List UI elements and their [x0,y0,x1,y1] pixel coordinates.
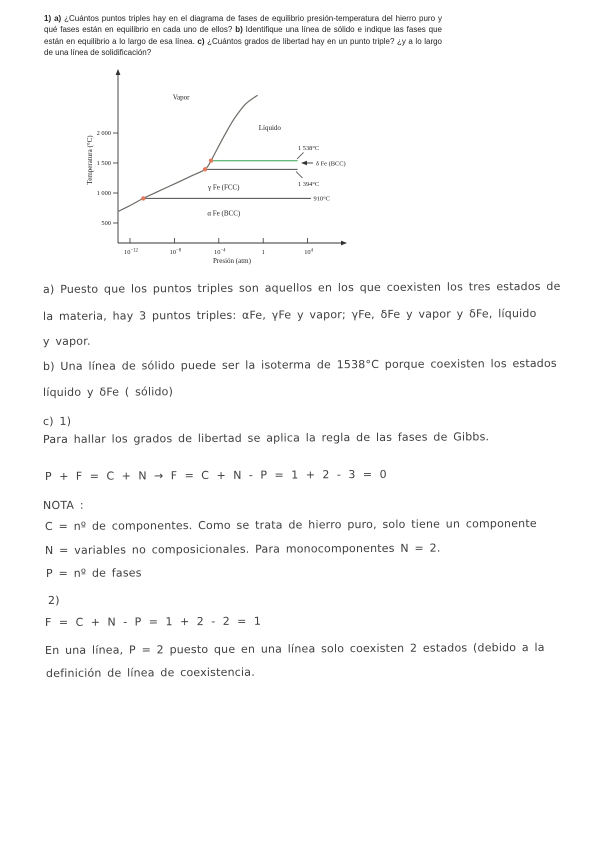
answer-line-b1: b) Una línea de sólido puede ser la isoterma de 1538°C porque coexisten los estados [43,356,557,373]
question-part-a: ¿Cuántos puntos triples hay en el diagrama de fases de equilibrio presión-temperatura del hierro puro y qué fases están en equilibrio en cada uno de ellos? [44,14,443,35]
y-tick-label: 500 [101,220,111,228]
x-tick-label: $10^{-12}$ [124,248,138,256]
answer-closing-2: definición de línea de coexistencia. [46,665,255,680]
question-part-b: Identifique una línea de sólido e indique las fases que están en equilibrio a lo largo de esa línea. [44,25,443,46]
isotherm-label: 910°C [313,195,330,203]
y-tick-label: 1 500 [96,160,111,168]
answer-formula-2: F = C + N - P = 1 + 2 - 2 = 1 [45,614,262,629]
delta-phase-label: δ Fe (BCC) [316,160,346,168]
isotherm-label: 1 538°C [298,145,320,152]
question-label-1a: 1) a) [44,14,62,23]
answer-nota-3: P = nº de fases [46,566,142,580]
question-text [44,13,442,59]
phase-diagram-chart [40,60,390,275]
x-tick-label: 1 [261,249,265,256]
region-label: Líquido [258,123,281,132]
region-label: α Fe (BCC) [207,209,241,218]
leader-line [297,153,304,160]
isotherm-label: 1 394°C [298,181,320,188]
y-tick-label: 2 000 [96,130,111,138]
x-tick-label: $10^{-8}$ [169,248,182,256]
answer-line-c1: Para hallar los grados de libertad se aplica la regla de las fases de Gibbs. [43,430,490,446]
leader-line [296,172,303,179]
answer-line-b2: líquido y δFe ( sólido) [43,385,174,399]
answer-line-a1: a) Puesto que los puntos triples son aquellos en los que coexisten los tres estados de [43,279,561,296]
x-axis-title: Presión (atm) [213,257,251,265]
answer-line-a3: y vapor. [43,334,91,348]
question-part-c: ¿Cuántos grados de libertad hay en un punto triple? ¿y a lo largo de una línea de solidificación? [44,36,443,58]
left-arrow-icon [301,161,307,165]
x-tick-label: $10^{-4}$ [214,248,226,256]
answer-formula-1: P + F = C + N → F = C + N - P = 1 + 2 - 3 = 0 [45,467,388,483]
triple-point-marker [209,159,213,163]
phase-boundary-curve [118,95,258,211]
y-axis-title: Temperatura (°C) [86,135,94,185]
answer-line-a2: la materia, hay 3 puntos triples: αFe, γFe y vapor; γFe, δFe y vapor y δFe, líquido [43,306,537,323]
y-tick-label: 1 000 [96,190,111,198]
answer-nota-1: C = nº de componentes. Como se trata de hierro puro, solo tiene un componente [45,516,537,533]
answer-closing-1: En una línea, P = 2 puesto que en una línea solo coexisten 2 estados (debido a la [45,640,545,657]
answer-part2-head: 2) [48,593,60,607]
question-label-b: b) [235,25,243,35]
triple-point-marker [141,196,145,200]
x-tick-label: $10^4$ [304,248,313,256]
x-axis-arrow-icon [341,241,347,246]
answer-line-c-head: c) 1) [43,414,72,428]
question-label-c: c) [197,36,205,46]
y-axis-arrow-icon [116,69,121,75]
answer-nota-2: N = variables no composicionales. Para monocomponentes N = 2. [45,541,441,557]
region-label: γ Fe (FCC) [208,183,240,192]
triple-point-marker [203,167,207,171]
region-label: Vapor [172,93,190,102]
answer-nota-head: NOTA : [43,498,84,512]
